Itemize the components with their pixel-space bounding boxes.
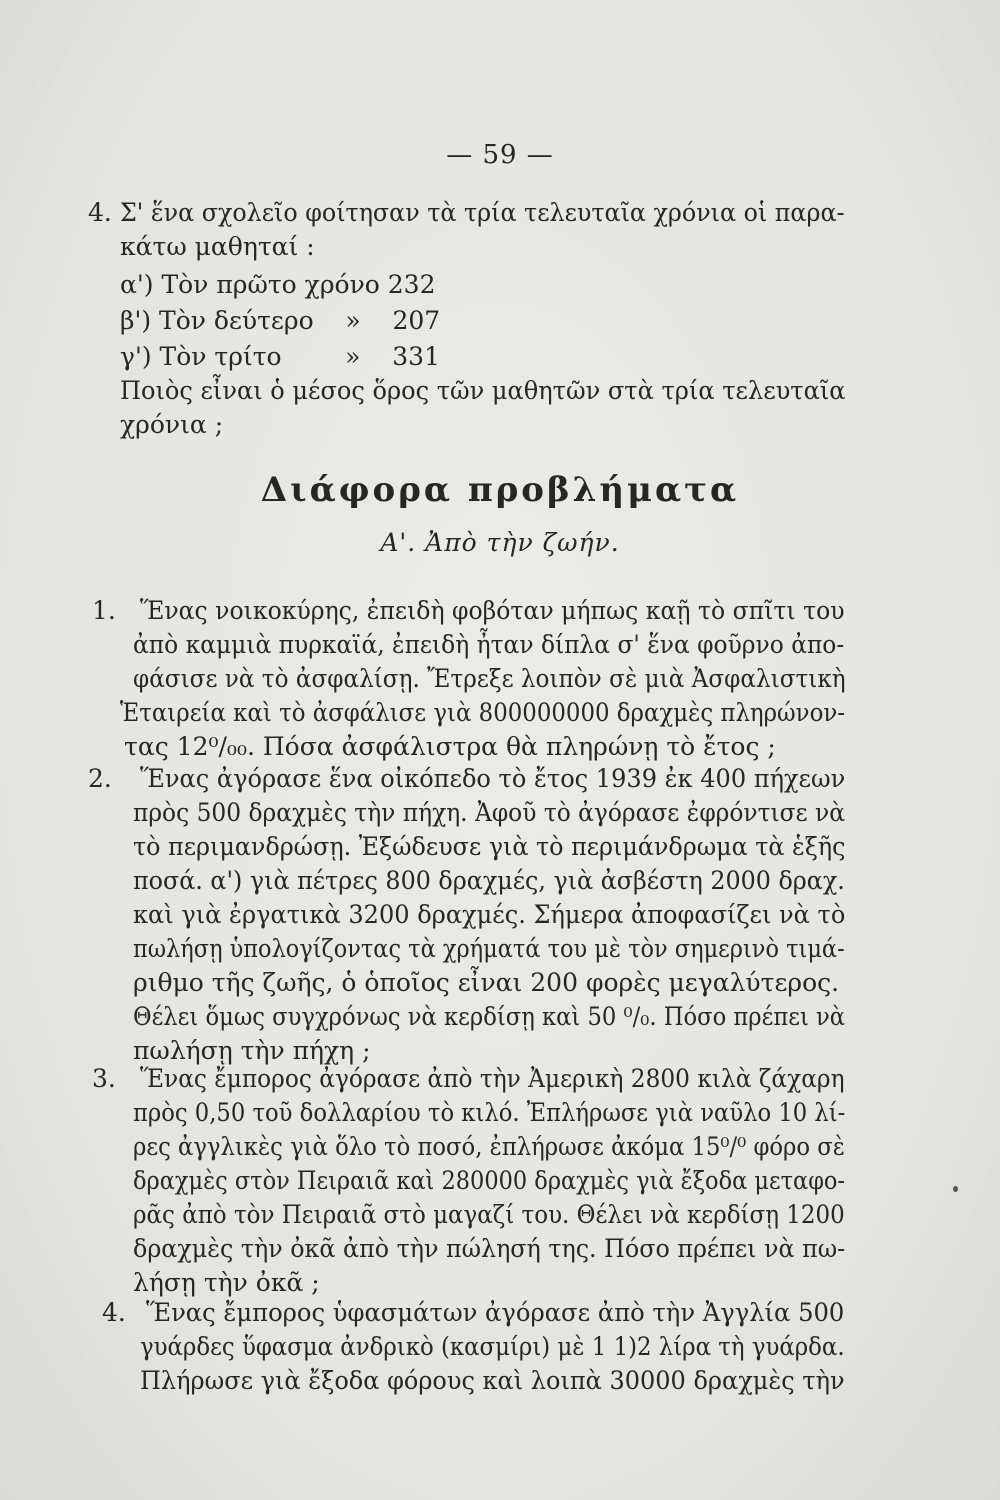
text-line: τας 12⁰/₀₀. Πόσα ἀσφάλιστρα θὰ πληρώνῃ τὸ ἔτος ; — [124, 732, 776, 761]
text-line: πωλήσῃ ὑπολογίζοντας τὰ χρήματά του μὲ τὸν σημερινὸ τιμά- — [133, 934, 845, 963]
text-line: Ἕνας ἀγόρασε ἕνα οἰκόπεδο τὸ ἔτος 1939 ἐκ 400 πήχεων — [140, 764, 846, 793]
page-number: — 59 — — [446, 140, 554, 170]
text-line: δραχμὲς στὸν Πειραιᾶ καὶ 280000 δραχμὲς γιὰ ἔξοδα μεταφο- — [133, 1166, 846, 1195]
problem-number: 2. — [88, 764, 112, 793]
text-line: Πλήρωσε γιὰ ἔξοδα φόρους καὶ λοιπὰ 30000 δραχμὲς τὴν — [140, 1366, 845, 1395]
text-line: Ἕνας ἔμπορος ὑφασμάτων ἀγόρασε ἀπὸ τὴν Ἀγγλία 500 — [146, 1298, 845, 1327]
paper-speck — [953, 1186, 958, 1192]
text-line: Ἕνας νοικοκύρης, ἐπειδὴ φοβόταν μήπως καῇ τὸ σπῖτι του — [140, 596, 845, 625]
text-line: γυάρδες ὕφασμα ἀνδρικὸ (κασμίρι) μὲ 1 1)2 λίρα τὴ γυάρδα. — [140, 1332, 845, 1361]
text-line: φάσισε νὰ τὸ ἀσφαλίσῃ. Ἔτρεξε λοιπὸν σὲ μιὰ Ἀσφαλιστικὴ — [133, 664, 846, 693]
problem-number: 1. — [92, 596, 116, 625]
text-line: Ἑταιρεία καὶ τὸ ἀσφάλισε γιὰ 800000000 δραχμὲς πληρώνον- — [120, 698, 845, 727]
text-line: δραχμὲς τὴν ὀκᾶ ἀπὸ τὴν πώλησή της. Πόσο πρέπει νὰ πω- — [133, 1234, 846, 1263]
text-line: ρᾶς ἀπὸ τὸν Πειραιᾶ στὸ μαγαζί του. Θέλει νὰ κερδίσῃ 1200 — [133, 1200, 845, 1229]
text-line: λήσῃ τὴν ὀκᾶ ; — [133, 1268, 320, 1297]
text-line: πρὸς 0,50 τοῦ δολλαρίου τὸ κιλό. Ἐπλήρωσε γιὰ ναῦλο 10 λί- — [133, 1098, 846, 1127]
list-item: γ') Τὸν τρίτο » 331 — [120, 342, 440, 371]
text-line: ἀπὸ καμμιὰ πυρκαϊά, ἐπειδὴ ἦταν δίπλα σ' ἕνα φοῦρνο ἀπο- — [133, 630, 845, 659]
text-line: Ποιὸς εἶναι ὁ μέσος ὅρος τῶν μαθητῶν στὰ τρία τελευταῖα — [120, 376, 846, 405]
list-item: β') Τὸν δεύτερο » 207 — [120, 306, 441, 335]
text-line: χρόνια ; — [120, 410, 224, 439]
text-line: Σ' ἕνα σχολεῖο φοίτησαν τὰ τρία τελευταῖα χρόνια οἱ παρα- — [120, 198, 845, 227]
text-line: ποσά. α') γιὰ πέτρες 800 δραχμές, γιὰ ἀσβέστη 2000 δραχ. — [133, 866, 845, 895]
section-heading: Διάφορα προβλήματα — [260, 470, 740, 510]
text-line: πρὸς 500 δραχμὲς τὴν πήχη. Ἀφοῦ τὸ ἀγόρασε ἐφρόντισε νὰ — [133, 798, 845, 827]
text-line: καὶ γιὰ ἐργατικὰ 3200 δραχμές. Σήμερα ἀποφασίζει νὰ τὸ — [133, 900, 846, 929]
text-line: Ἕνας ἔμπορος ἀγόρασε ἀπὸ τὴν Ἀμερικὴ 2800 κιλὰ ζάχαρη — [140, 1064, 845, 1093]
section-subheading: Α'. Ἀπὸ τὴν ζωήν. — [380, 528, 620, 557]
text-line: πωλήσῃ τὴν πήχη ; — [133, 1036, 371, 1065]
text-line: Θέλει ὅμως συγχρόνως νὰ κερδίσῃ καὶ 50 ⁰/₀. Πόσο πρέπει νὰ — [133, 1002, 846, 1031]
problem-number: 4. — [102, 1298, 126, 1327]
text-line: ριθμο τῆς ζωῆς, ὁ ὁποῖος εἶναι 200 φορὲς μεγαλύτερος. — [133, 968, 840, 997]
text-line: ρες ἀγγλικὲς γιὰ ὅλο τὸ ποσό, ἐπλήρωσε ἀκόμα 15⁰/⁰ φόρο σὲ — [133, 1132, 845, 1161]
problem-number: 3. — [92, 1064, 116, 1093]
text-line: κάτω μαθηταί : — [120, 232, 315, 261]
problem-number: 4. — [88, 198, 112, 227]
list-item: α') Τὸν πρῶτο χρόνο 232 — [120, 270, 436, 299]
text-line: τὸ περιμανδρώσῃ. Ἐξώδευσε γιὰ τὸ περιμάνδρωμα τὰ ἑξῆς — [133, 832, 846, 861]
